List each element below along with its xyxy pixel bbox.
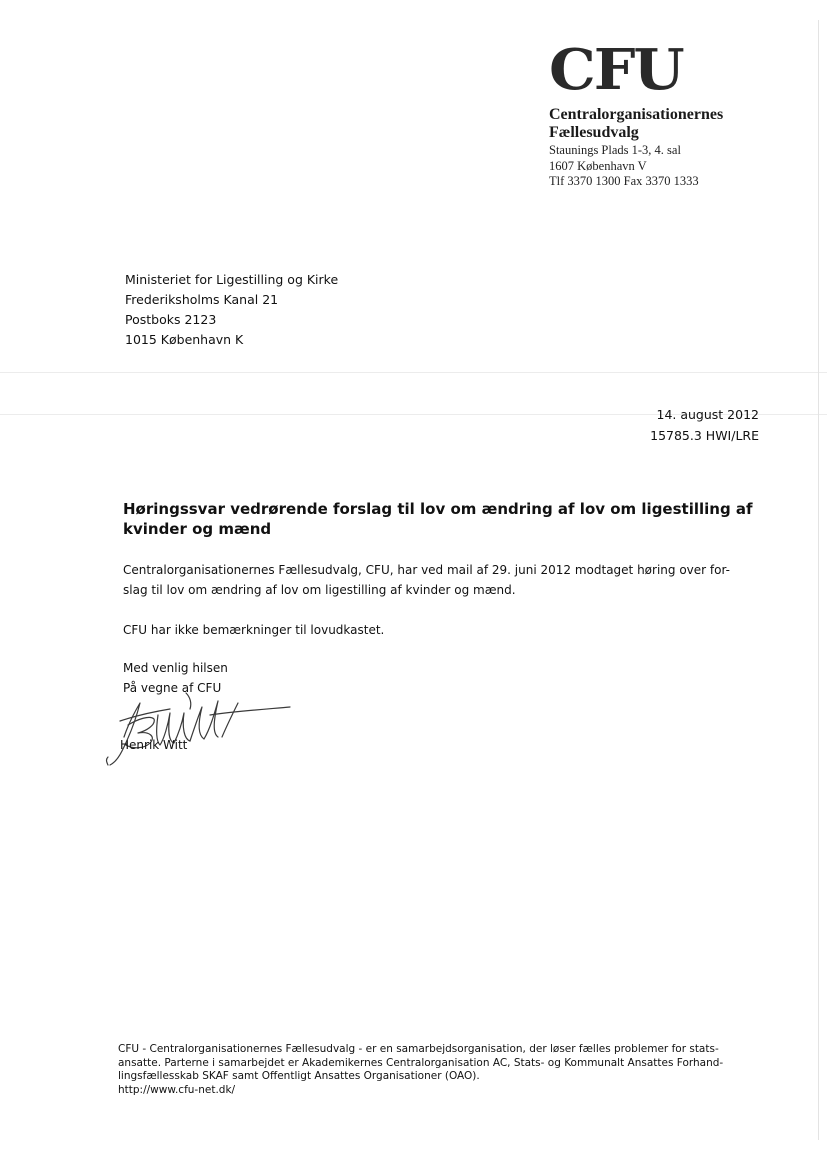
phone-fax-line: Tlf 3370 1300 Fax 3370 1333 [549, 174, 699, 188]
footer-line: CFU - Centralorganisationernes Fællesudvalg - er en samarbejdsorganisation, der løser fælles problemer for stats- [118, 1043, 719, 1055]
letter-body [123, 560, 753, 640]
letter-subject: Høringssvar vedrørende forslag til lov om ændring af lov om ligestilling af kvinder og mænd [123, 500, 753, 538]
address-line: Staunings Plads 1-3, 4. sal [549, 143, 681, 157]
recipient-line: Frederiksholms Kanal 21 [125, 292, 279, 307]
body-line: slag til lov om ændring af lov om ligestilling af kvinder og mænd. [123, 583, 516, 597]
recipient-address [125, 270, 338, 350]
letter-meta [650, 404, 759, 446]
scan-artifact-edge [818, 20, 819, 1140]
organisation-name [549, 106, 723, 142]
scan-artifact-line [0, 372, 827, 373]
handwritten-signature [98, 685, 298, 775]
body-line: Centralorganisationernes Fællesudvalg, CFU, har ved mail af 29. juni 2012 modtaget høring over for- [123, 563, 730, 577]
closing-on-behalf: På vegne af CFU [123, 681, 222, 695]
address-line: 1607 København V [549, 158, 647, 173]
body-paragraph: CFU har ikke bemærkninger til lovudkastet. [123, 623, 385, 637]
letter-footer [118, 1043, 768, 1097]
org-name-line: Centralorganisationernes [549, 106, 724, 123]
letter-reference: 15785.3 HWI/LRE [650, 428, 759, 443]
letter-date: 14. august 2012 [656, 407, 759, 422]
closing-greeting: Med venlig hilsen [123, 661, 228, 675]
footer-url[interactable]: http://www.cfu-net.dk/ [118, 1083, 236, 1096]
org-name-line: Fællesudvalg [549, 124, 639, 141]
recipient-line: Postboks 2123 [125, 312, 217, 327]
footer-line: lingsfællesskab SKAF samt Offentligt Ansattes Organisationer (OAO). [118, 1070, 480, 1082]
recipient-line: 1015 København K [125, 332, 244, 347]
cfu-logo: CFU [549, 37, 683, 103]
footer-line: ansatte. Parterne i samarbejdet er Akademikernes Centralorganisation AC, Stats- og Kommunalt Ansattes Forhand- [118, 1056, 724, 1069]
organisation-address [549, 143, 699, 190]
signer-name: Henrik Witt [120, 738, 188, 752]
recipient-line: Ministeriet for Ligestilling og Kirke [125, 272, 339, 287]
